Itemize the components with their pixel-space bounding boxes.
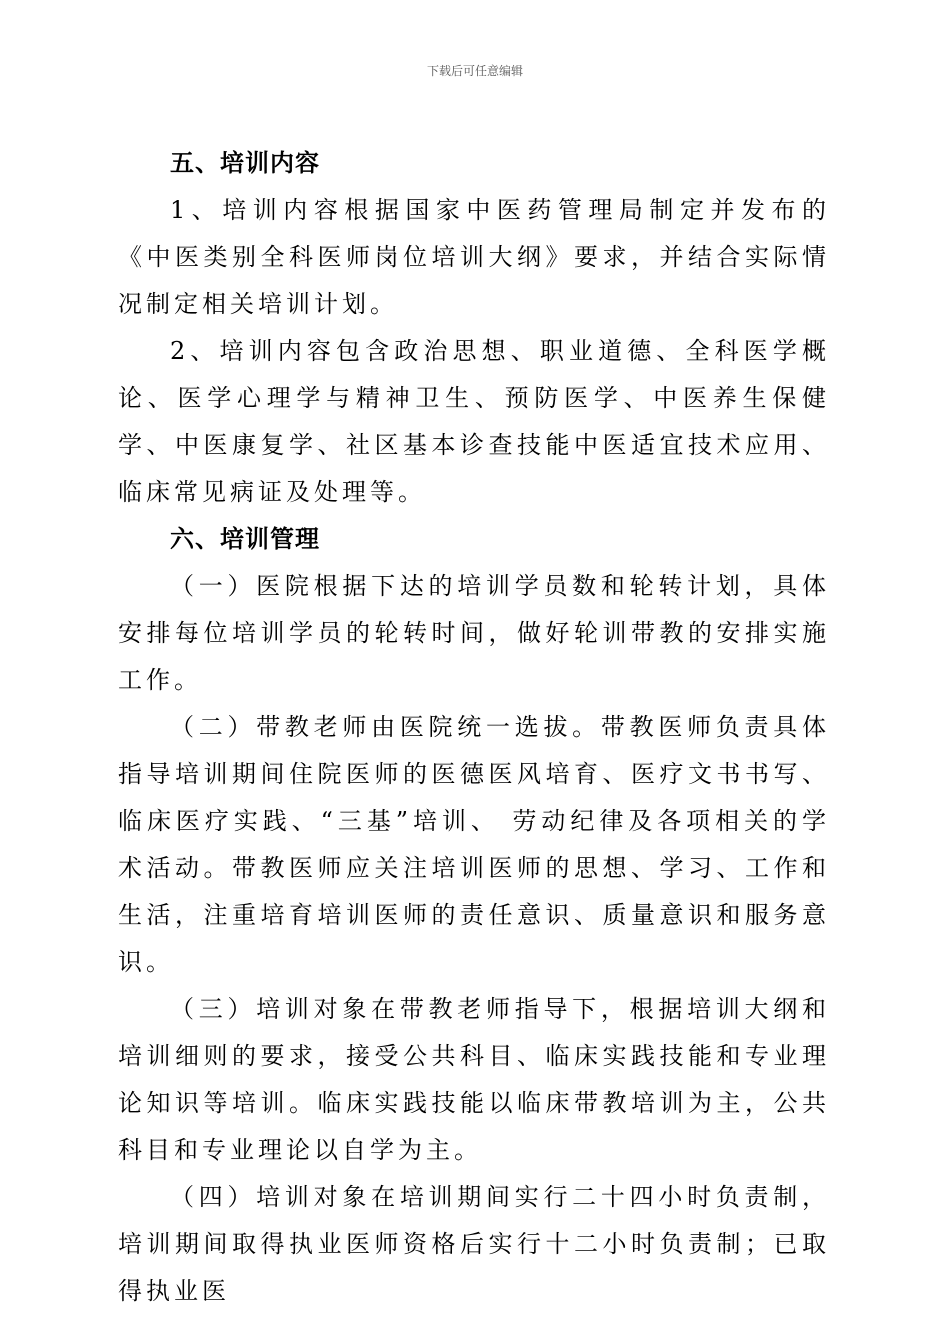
paragraph-management-1: （一）医院根据下达的培训学员数和轮转计划，具体安排每位培训学员的轮转时间，做好轮训带教的安排实施工作。 <box>118 572 830 694</box>
section-heading-training-management: 六、培训管理 <box>170 525 320 553</box>
paragraph-management-3: （三）培训对象在带教老师指导下，根据培训大纲和培训细则的要求，接受公共科目、临床实践技能和专业理论知识等培训。临床实践技能以临床带教培训为主，公共科目和专业理论以自学为主。 <box>118 995 830 1164</box>
paragraph-content-1: 1、培训内容根据国家中医药管理局制定并发布的《中医类别全科医师岗位培训大纲》要求，并结合实际情况制定相关培训计划。 <box>118 196 830 318</box>
paragraph-management-4: （四）培训对象在培训期间实行二十四小时负责制，培训期间取得执业医师资格后实行十二小时负责制；已取得执业医 <box>118 1183 830 1305</box>
paragraph-management-2: （二）带教老师由医院统一选拔。带教医师负责具体指导培训期间住院医师的医德医风培育、医疗文书书写、临床医疗实践、“三基”培训、 劳动纪律及各项相关的学术活动。带教医师应关注培训医师的思想、学习、工作和生活，注重培育培训医师的责任意识、质量意识和服务意识。 <box>118 713 830 976</box>
page-header: 下载后可任意编辑 <box>426 64 523 78</box>
paragraph-content-2: 2、培训内容包含政治思想、职业道德、全科医学概论、医学心理学与精神卫生、预防医学、中医养生保健学、中医康复学、社区基本诊查技能中医适宜技术应用、临床常见病证及处理等。 <box>118 337 830 506</box>
document-body <box>118 140 830 1315</box>
section-heading-training-content: 五、培训内容 <box>170 149 320 177</box>
